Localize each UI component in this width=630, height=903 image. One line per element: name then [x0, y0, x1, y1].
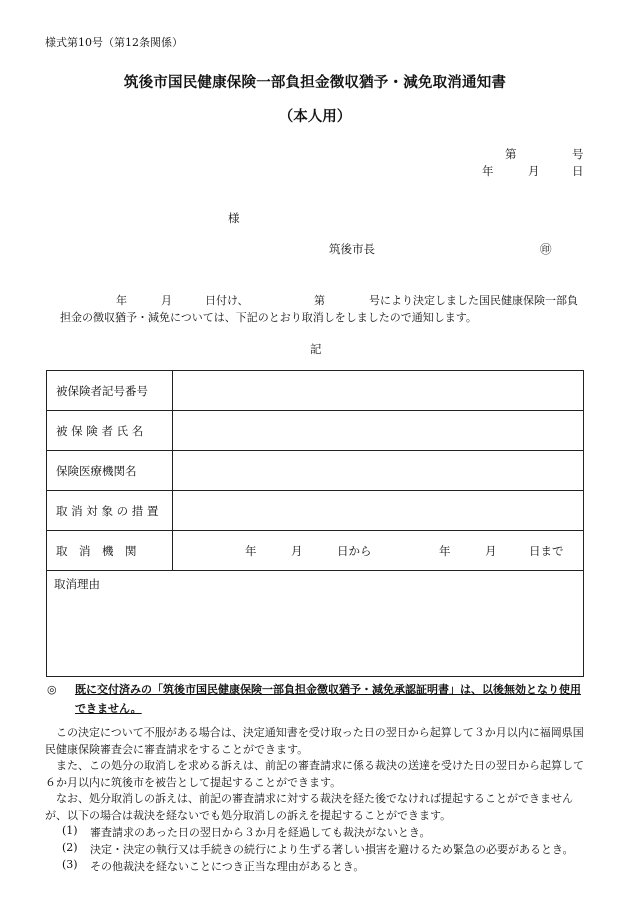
- document-subtitle: （本人用）: [278, 108, 352, 125]
- row-label: 取 消 対 象 の 措 置: [47, 491, 173, 531]
- table-row: [47, 451, 584, 491]
- period-month-2: 月: [485, 544, 497, 558]
- explanation-p1: この決定について不服がある場合は、決定通知書を受け取った日の翌日から起算して３か月以内に福岡県国民健康保険審査会に審査請求をすることができます。: [45, 726, 584, 756]
- form-number: 様式第10号（第12条関係）: [45, 36, 183, 49]
- period-year-1: 年: [245, 544, 257, 558]
- intro-dai: 第: [314, 294, 325, 307]
- measure-field[interactable]: [173, 491, 584, 531]
- ki-heading: 記: [310, 342, 322, 356]
- reason-field[interactable]: [47, 571, 584, 677]
- notice-mark: ◎: [47, 683, 57, 696]
- intro-year: 年: [116, 294, 127, 307]
- explanation: [45, 725, 585, 824]
- row-label: 保険医療機関名: [47, 451, 173, 491]
- table-row: [47, 371, 584, 411]
- table-row: [47, 491, 584, 531]
- item-text: その他裁決を経ないことにつき正当な理由があるとき。: [90, 860, 365, 873]
- date-day: 日: [572, 164, 584, 178]
- explanation-p3: なお、処分取消しの訴えは、前記の審査請求に対する裁決を経た後でなければ提起することができませんが、以下の場合は裁決を経ないでも処分取消しの訴えを提起することができます。: [45, 792, 573, 822]
- doc-number-dai: 第: [505, 147, 517, 161]
- seal-mark: ㊞: [540, 242, 552, 256]
- period-field[interactable]: [173, 531, 584, 571]
- date-month: 月: [528, 164, 540, 178]
- reason-label: 取消理由: [54, 577, 100, 591]
- item-text: 審査請求のあった日の翌日から３か月を経過しても裁決がないとき。: [90, 826, 431, 839]
- item-number: (1): [62, 824, 78, 837]
- insured-name-field[interactable]: [173, 411, 584, 451]
- table-row: [47, 411, 584, 451]
- addressee-sama: 様: [228, 211, 240, 225]
- intro-line1: 号により決定しました国民健康保険一部負: [369, 294, 578, 307]
- item-number: (3): [62, 858, 78, 871]
- intro-date-suffix: 日付け、: [205, 294, 249, 307]
- explanation-p2: また、この処分の取消しを求める訴えは、前記の審査請求に係る裁決の送達を受けた日の翌日から起算して６か月以内に筑後市を被告として提起することができます。: [45, 759, 584, 789]
- issuer-name: 筑後市長: [329, 242, 375, 256]
- row-label: 取 消 機 関: [47, 531, 173, 571]
- table-row: [47, 531, 584, 571]
- period-from: 日から: [337, 544, 372, 558]
- row-label: 被保険者記号番号: [47, 371, 173, 411]
- item-text: 決定・決定の執行又は手続きの続行により生ずる著しい損害を避けるため緊急の必要があるとき。: [90, 843, 574, 856]
- insured-number-field[interactable]: [173, 371, 584, 411]
- date-year: 年: [482, 164, 494, 178]
- period-to: 日まで: [529, 544, 564, 558]
- details-table: [46, 370, 584, 677]
- notice-text: 既に交付済みの「筑後市国民健康保険一部負担金徴収猶予・減免承認証明書」は、以後無効となり使用できません。: [75, 683, 581, 715]
- intro-line2: 担金の徴収猶予・減免については、下記のとおり取消しをしましたので通知します。: [60, 311, 477, 324]
- intro-month: 月: [161, 294, 172, 307]
- item-number: (2): [62, 841, 78, 854]
- doc-number-go: 号: [572, 147, 584, 161]
- period-year-2: 年: [439, 544, 451, 558]
- row-label: 被 保 険 者 氏 名: [47, 411, 173, 451]
- document-title: 筑後市国民健康保険一部負担金徴収猶予・減免取消通知書: [123, 74, 507, 91]
- table-row: [47, 571, 584, 677]
- period-month-1: 月: [291, 544, 303, 558]
- medical-institution-field[interactable]: [173, 451, 584, 491]
